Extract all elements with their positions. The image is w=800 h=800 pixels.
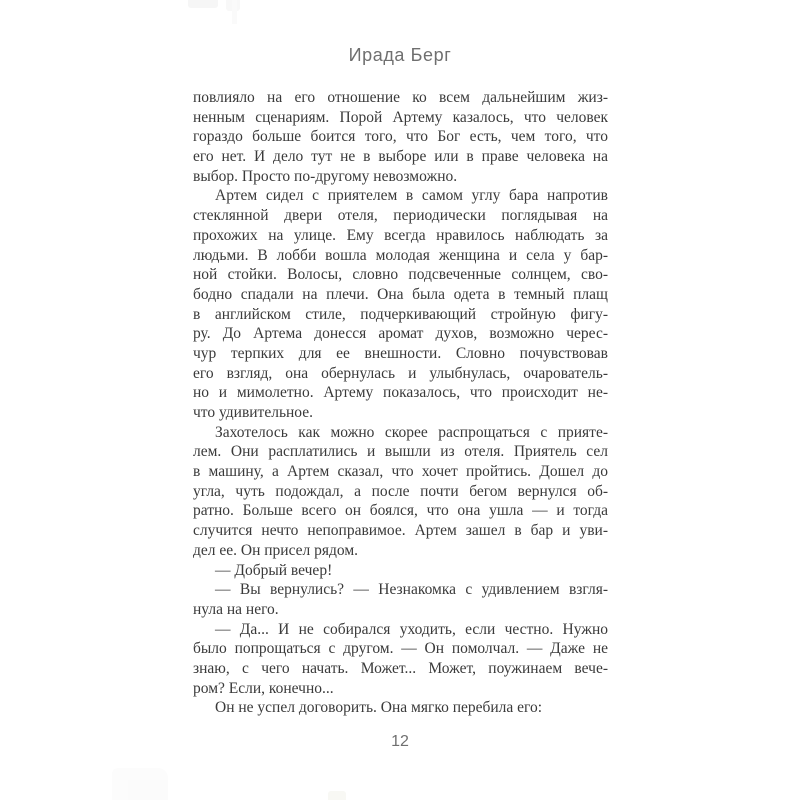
text-line: прохожих на улице. Ему всегда нравилось наблюдать за xyxy=(193,226,608,244)
text-line: нула на него. xyxy=(193,600,279,618)
text-line: ной стойки. Волосы, словно подсвеченные солнцем, сво- xyxy=(193,266,608,284)
text-line: Артем сидел с приятелем в самом углу бара напротив xyxy=(215,187,608,205)
text-line: ром? Если, конечно... xyxy=(193,679,334,697)
text-line: его взгляд, она обернулась и улыбнулась, очарователь- xyxy=(193,364,608,382)
scan-artifact-bottom-middle xyxy=(328,791,346,800)
running-head-author: Ирада Берг xyxy=(348,45,452,65)
text-line: ру. До Артема донесся аромат духов, возможно черес- xyxy=(193,325,608,343)
text-line: повлияло на его отношение ко всем дальнейшим жиз- xyxy=(193,89,608,106)
text-line: ненным сценариям. Порой Артему казалось, что человек xyxy=(193,108,608,126)
text-line: Он не успел договорить. Она мягко перебила его: xyxy=(215,699,543,717)
page-number: 12 xyxy=(391,733,409,750)
text-line: что удивительное. xyxy=(193,404,314,421)
text-line: знаю, с чего начать. Может... Может, поужинаем вече- xyxy=(193,659,608,677)
text-line: его нет. И дело тут не в выборе или в праве человека на xyxy=(193,148,608,166)
text-line: лем. Они расплатились и вышли из отеля. Приятель сел xyxy=(193,443,608,461)
scan-artifact-top-sliver xyxy=(232,0,237,24)
text-line: — Вы вернулись? — Незнакомка с удивлением взгля- xyxy=(215,581,608,599)
text-line: бодно спадали на плечи. Она была одета в темный плащ xyxy=(193,285,608,303)
text-line: случится нечто непоправимое. Артем зашел в бар и уви- xyxy=(193,522,608,540)
text-line: Захотелось как можно скорее распрощаться с прияте- xyxy=(215,423,608,441)
text-line: дел ее. Он присел рядом. xyxy=(193,541,359,559)
text-line: людьми. В лобби вошла молодая женщина и села у бар- xyxy=(193,246,608,264)
text-line: ратно. Больше всего он боялся, что она ушла — и тогда xyxy=(193,502,608,520)
text-line: — Добрый вечер! xyxy=(215,561,333,579)
scan-artifact-bottom-left-2 xyxy=(128,780,168,800)
text-line: угла, чуть подождал, а после почти бегом вернулся об- xyxy=(193,482,608,500)
text-line: чур терпких для ее внешности. Словно почувствовав xyxy=(193,344,608,362)
text-line: в машину, а Артем сказал, что хочет пройтись. Дошел до xyxy=(193,463,608,481)
text-line: было попрощаться с другом. — Он помолчал. — Даже не xyxy=(193,640,608,658)
scan-artifact-top-left xyxy=(188,0,218,8)
text-line: стеклянной двери отеля, периодически поглядывая на xyxy=(193,207,608,225)
body-text xyxy=(193,88,608,718)
text-line: выбор. Просто по-другому невозможно. xyxy=(193,167,458,185)
text-line: гораздо больше боится того, что Бог есть, чем того, что xyxy=(193,128,608,146)
text-line: но и мимолетно. Артему показалось, что происходит не- xyxy=(193,384,608,402)
text-line: — Да... И не собирался уходить, если честно. Нужно xyxy=(215,620,608,638)
text-line: в английском стиле, подчеркивающий стройную фигу- xyxy=(193,305,608,323)
